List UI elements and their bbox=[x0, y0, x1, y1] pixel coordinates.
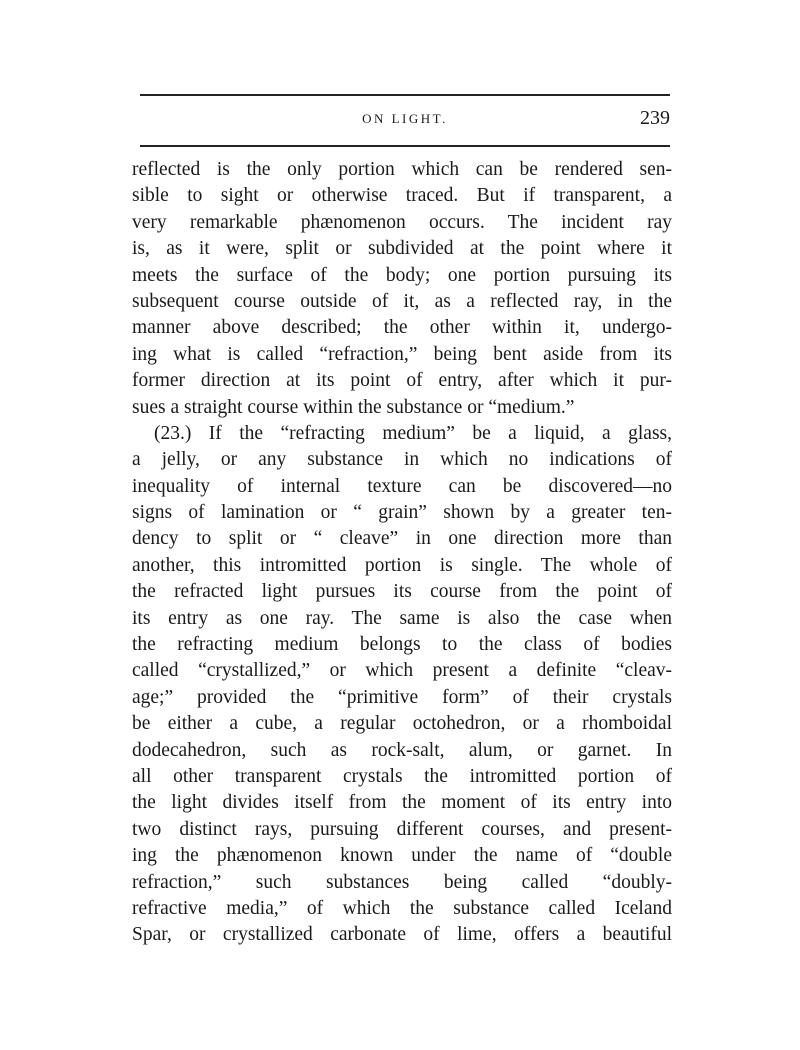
text-line: sible to sight or otherwise traced. But if transparent, a bbox=[132, 185, 672, 207]
text-line: dodecahedron, such as rock-salt, alum, or garnet. In bbox=[132, 739, 672, 761]
text-line: signs of lamination or “ grain” shown by a greater ten- bbox=[132, 502, 672, 524]
text-line: reflected is the only portion which can be rendered sen- bbox=[132, 159, 672, 180]
text-line: Spar, or crystallized carbonate of lime, offers a beautiful bbox=[132, 924, 672, 946]
body-text bbox=[132, 157, 672, 949]
text-line: meets the surface of the body; one portion pursuing its bbox=[132, 264, 672, 286]
text-line: two distinct rays, pursuing different courses, and present- bbox=[132, 818, 672, 840]
text-line: subsequent course outside of it, as a reflected ray, in the bbox=[132, 290, 672, 312]
text-line: the refracting medium belongs to the class of bodies bbox=[132, 634, 672, 656]
header-rule-top bbox=[140, 94, 670, 96]
paragraph-end-line: sues a straight course within the substance or “medium.” bbox=[132, 396, 575, 418]
text-line: manner above described; the other within it, undergo- bbox=[132, 317, 672, 339]
text-line: very remarkable phænomenon occurs. The incident ray bbox=[132, 211, 672, 233]
text-line: the light divides itself from the moment of its entry into bbox=[132, 792, 672, 814]
text-line: inequality of internal texture can be discovered—no bbox=[132, 475, 672, 497]
text-line: former direction at its point of entry, after which it pur- bbox=[132, 370, 672, 392]
text-line: another, this intromitted portion is single. The whole of bbox=[132, 554, 672, 576]
text-line: ing what is called “refraction,” being bent aside from its bbox=[132, 343, 672, 365]
text-line: its entry as one ray. The same is also the case when bbox=[132, 607, 672, 629]
text-line: ing the phænomenon known under the name of “double bbox=[132, 845, 672, 867]
text-line: all other transparent crystals the intromitted portion of bbox=[132, 765, 672, 787]
paragraph-start-line: (23.) If the “refracting medium” be a liquid, a glass, bbox=[154, 422, 672, 444]
text-line: the refracted light pursues its course from the point of bbox=[132, 581, 672, 603]
text-line: refractive media,” of which the substance called Iceland bbox=[132, 897, 672, 919]
text-line: called “crystallized,” or which present a definite “cleav- bbox=[132, 660, 672, 682]
text-line: refraction,” such substances being called “doubly- bbox=[132, 871, 672, 893]
page-number: 239 bbox=[640, 107, 670, 129]
text-line: is, as it were, split or subdivided at the point where it bbox=[132, 238, 672, 260]
running-head bbox=[140, 107, 670, 137]
text-line: dency to split or “ cleave” in one direction more than bbox=[132, 528, 672, 550]
text-line: be either a cube, a regular octohedron, or a rhomboidal bbox=[132, 713, 672, 735]
text-line: a jelly, or any substance in which no indications of bbox=[132, 449, 672, 471]
running-title: ON LIGHT. bbox=[362, 111, 448, 126]
text-line: age;” provided the “primitive form” of their crystals bbox=[132, 686, 672, 708]
header-rule-bottom bbox=[140, 145, 670, 147]
